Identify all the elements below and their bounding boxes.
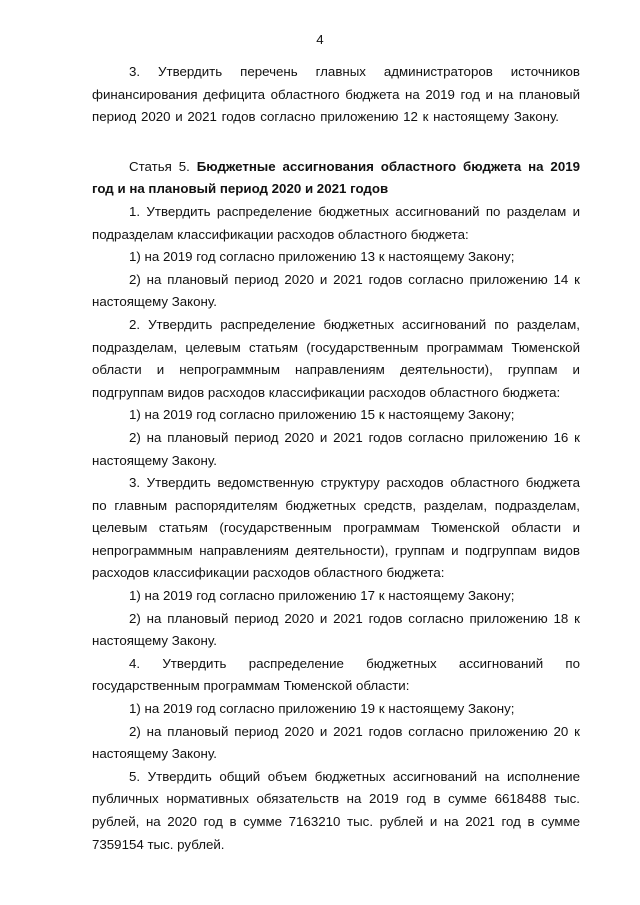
article-5-item: 1) на 2019 год согласно приложению 19 к настоящему Закону; — [129, 701, 515, 717]
article-5-item: 1) на 2019 год согласно приложению 13 к настоящему Закону; — [129, 249, 515, 265]
article-5-item: 3. Утвердить ведомственную структуру расходов областного бюджета по главным распорядителям бюджетных средств, разделам, подразделам, целевым статьям (государственным программам Тюменской области и непрограммным направлениям деятельности), группам и подгруппам видов расходов классификации расходов областного бюджета: — [92, 475, 580, 581]
paragraph-3: 3. Утвердить перечень главных администраторов источников финансирования дефицита областного бюджета на 2019 год и на плановый период 2020 и 2021 годов согласно приложению 12 к настоящему Закону. — [92, 64, 580, 125]
article-5-item: 2) на плановый период 2020 и 2021 годов согласно приложению 14 к настоящему Закону. — [92, 271, 580, 310]
article-5-item: 4. Утвердить распределение бюджетных ассигнований по государственным программам Тюменской области: — [92, 655, 580, 694]
article-5-item: 2) на плановый период 2020 и 2021 годов согласно приложению 18 к настоящему Закону. — [92, 610, 580, 649]
article-5-prefix: Статья 5. — [129, 158, 190, 174]
page-number: 4 — [316, 32, 324, 47]
article-5-item: 1. Утвердить распределение бюджетных ассигнований по разделам и подразделам классификации расходов областного бюджета: — [92, 203, 580, 242]
article-5-item: 2. Утвердить распределение бюджетных ассигнований по разделам, подразделам, целевым статьям (государственным программам Тюменской области и непрограммным направлениям деятельности), группам и подгруппам видов расходов классификации расходов областного бюджета: — [92, 316, 580, 400]
spacer — [92, 129, 580, 156]
article-5-item: 2) на плановый период 2020 и 2021 годов согласно приложению 16 к настоящему Закону. — [92, 429, 580, 468]
article-5-title: Бюджетные ассигнования областного бюджета на 2019 год и на плановый период 2020 и 2021 годов — [92, 158, 580, 197]
article-5-item: 5. Утвердить общий объем бюджетных ассигнований на исполнение публичных нормативных обязательств на 2019 год в сумме 6618488 тыс. рублей, на 2020 год в сумме 7163210 тыс. рублей и на 2021 год в сумме 7359154 тыс. рублей. — [92, 768, 580, 852]
article-5-item: 2) на плановый период 2020 и 2021 годов согласно приложению 20 к настоящему Закону. — [92, 723, 580, 762]
article-5-heading — [92, 156, 580, 201]
article-5-item: 1) на 2019 год согласно приложению 17 к настоящему Закону; — [129, 588, 515, 604]
article-5-item: 1) на 2019 год согласно приложению 15 к настоящему Закону; — [129, 407, 515, 423]
document-body — [92, 61, 580, 856]
